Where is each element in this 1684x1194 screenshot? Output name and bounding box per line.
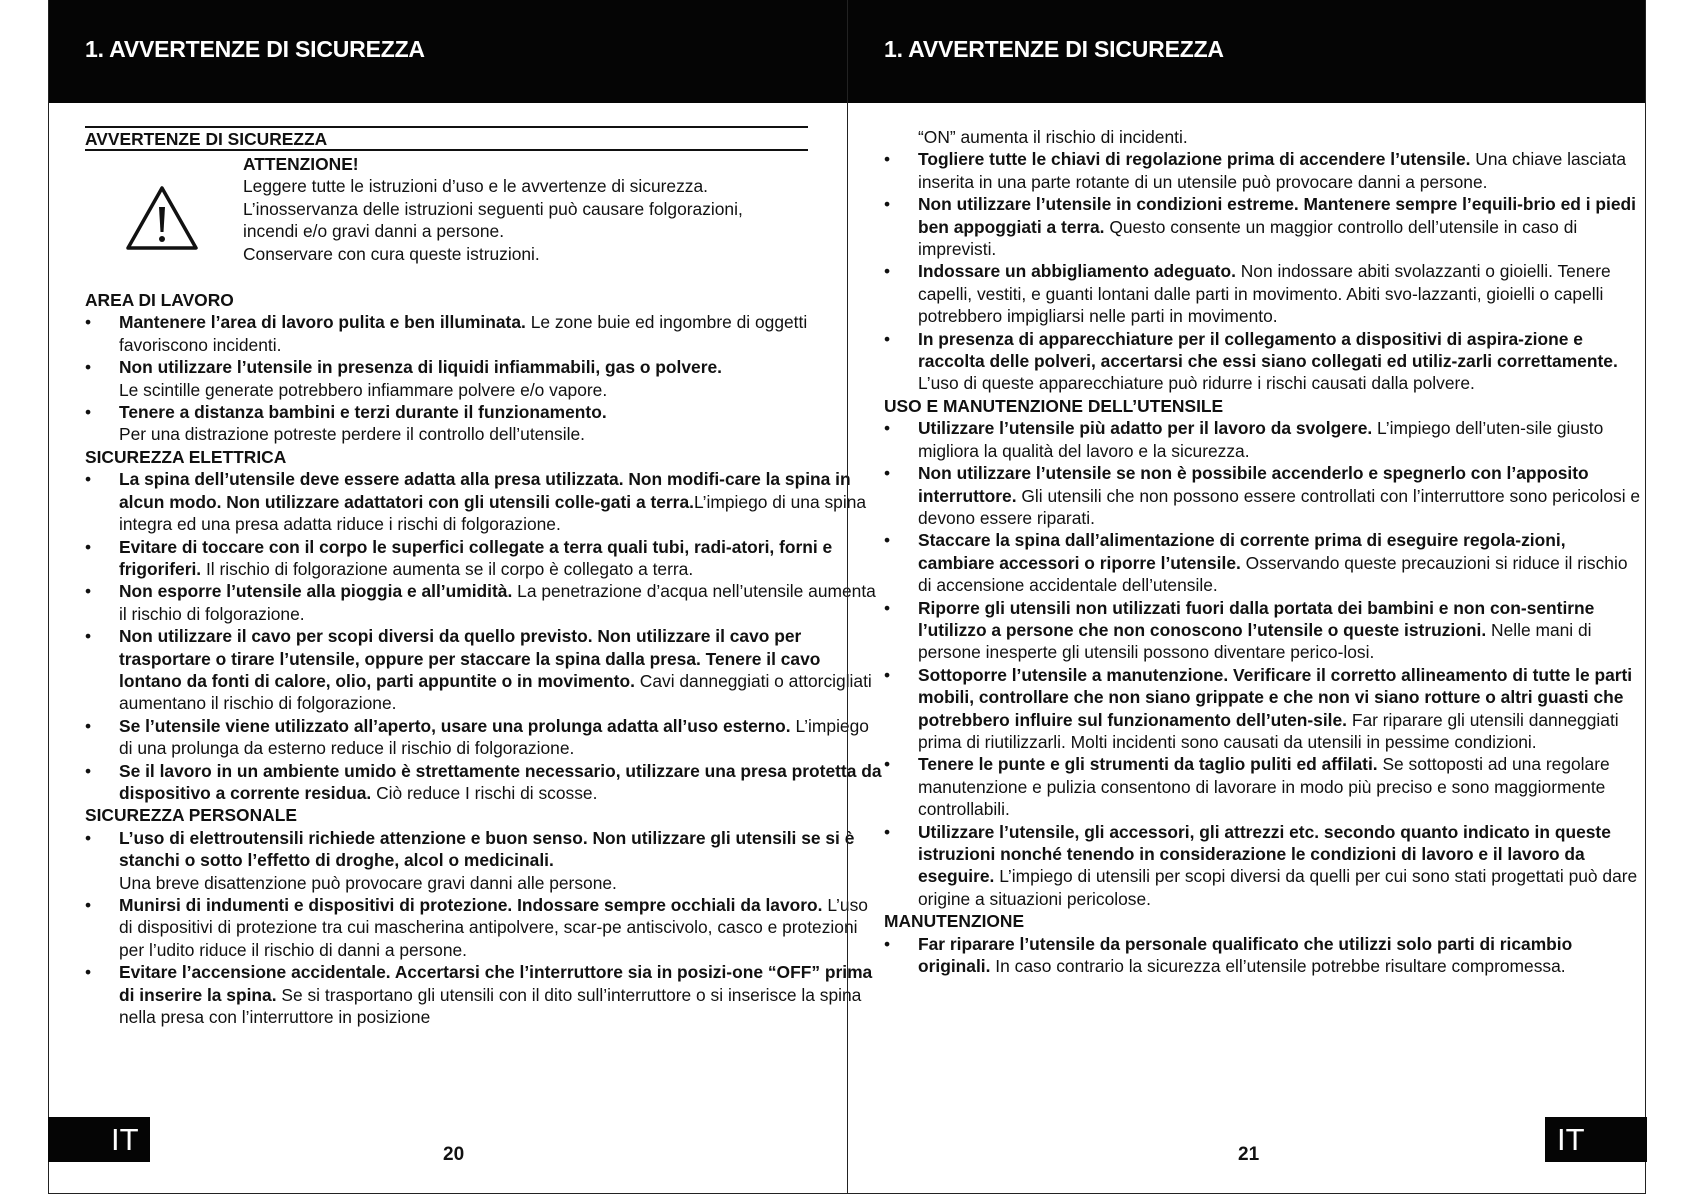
bullet-text: L’impiego di utensili per scopi diversi da quelli per cui sono stati progettati può dare origine a situazioni pericolose. <box>918 866 1638 909</box>
bullet-item <box>884 933 1644 978</box>
bullet-bold-text: Sottoporre l’utensile a manutenzione. Verificare il corretto allineamento di tutte le parti mobili, controllare che non siano grippate e che non vi siano rotture o altri guasti che potrebbero influire sul funzionamento dell’uten-sile. <box>918 664 1633 730</box>
section-heading: MANUTENZIONE <box>884 911 1025 932</box>
right-blocks <box>884 126 1644 977</box>
bullet-text: Cavi danneggiati o attorcigliati aumentano il rischio di folgorazione. <box>119 670 872 714</box>
warning-triangle-icon <box>125 185 199 251</box>
bullet-bold-text: Riporre gli utensili non utilizzati fuori dalla portata dei bambini e non con-sentirne l’utilizzo a persone che non conoscono l’utensile o queste istruzioni. <box>918 597 1595 640</box>
language-tag <box>1545 1117 1647 1162</box>
bullet-item <box>85 468 885 535</box>
bullet-bold-text: Togliere tutte le chiavi di regolazione prima di accendere l’utensile. <box>918 149 1471 170</box>
bullet-bold-text: Non utilizzare l’utensile se non è possibile accenderlo e spegnerlo con l’apposito interruttore. <box>918 463 1589 506</box>
bullet-text: Se sottoposti ad una regolare manutenzione e pulizia consentono di lavorare in modo più preciso e sono maggiormente controllabili. <box>918 754 1610 820</box>
bullet-item <box>85 625 885 715</box>
bullet-bold-text: Evitare l’accensione accidentale. Accertarsi che l’interruttore sia in posizi-one “OFF” prima di inserire la spina. <box>119 962 873 1005</box>
bullet-text: Non indossare abiti svolazzanti o gioielli. Tenere capelli, vestiti, e guanti lontani dalle parti in movimento. Abiti svo-lazzanti, gioielli o capelli potrebbero impigliarsi nelle parti in movimento. <box>918 261 1611 327</box>
bullet-bold-text: Mantenere l’area di lavoro pulita e ben illuminata. <box>119 312 526 333</box>
bullet-text: Nelle mani di persone inesperte gli utensili possono diventare perico-losi. <box>918 619 1592 663</box>
bullet-item <box>884 664 1644 754</box>
page-left <box>48 0 882 1194</box>
bullet-item <box>85 356 885 401</box>
bullet-text: Osservando queste precauzioni si riduce il rischio di accensione accidentale dell’utensile. <box>918 552 1628 596</box>
bullet-text: La penetrazione d’acqua nell’utensile aumenta il rischio di folgorazione. <box>119 581 876 624</box>
bullet-text: L’impiego dell’uten-sile giusto migliora la qualità del lavoro e la sicurezza. <box>918 418 1604 461</box>
bullet-item <box>884 821 1644 911</box>
bullet-bold-text: Utilizzare l’utensile, gli accessori, gli attrezzi etc. secondo quanto indicato in queste istruzioni nonché tenendo in considerazione le condizioni di lavoro e il lavoro da eseguire. <box>918 821 1611 887</box>
bullet-bold-text: La spina dell’utensile deve essere adatta alla presa utilizzata. Non modifi-care la spina in alcun modo. Non utilizzare adattatori con gli utensili colle-gati a terra. <box>119 469 851 512</box>
bullet-item <box>884 462 1644 529</box>
header-title: 1. AVVERTENZE DI SICUREZZA <box>884 36 1224 62</box>
bullet-bold-text: Staccare la spina dall’alimentazione di corrente prima di eseguire regola-zioni, cambiare accessori o riporre l’utensile. <box>918 530 1566 573</box>
bullet-bold-text: Non esporre l’utensile alla pioggia e all’umidità. <box>119 581 513 602</box>
page-header <box>848 0 1645 103</box>
bullet-item <box>884 148 1644 193</box>
bullet-bold-text: Non utilizzare l’utensile in presenza di liquidi infiammabili, gas o polvere. <box>119 357 722 378</box>
bullet-item <box>85 827 885 894</box>
bullet-bold-text: Se l’utensile viene utilizzato all’aperto, usare una prolunga adatta all’uso esterno. <box>119 715 791 736</box>
language-tag-text: IT <box>1557 1122 1585 1157</box>
warning-title: ATTENZIONE! <box>243 154 359 174</box>
bullet-text: Le zone buie ed ingombre di oggetti favoriscono incidenti. <box>119 312 808 355</box>
bullet-bold-text: Evitare di toccare con il corpo le superfici collegate a terra quali tubi, radi-atori, forni e frigoriferi. <box>119 536 833 579</box>
bullet-text: L’impiego di una prolunga da esterno reduce il rischio di folgorazione. <box>119 715 869 759</box>
bullet-text: L’uso di dispositivi di protezione tra cui mascherina antipolvere, scar-pe antiscivolo, casco e protezioni per l’udito riduce il rischio di danni a persone. <box>119 895 868 960</box>
bullet-item <box>884 417 1644 462</box>
header-title: 1. AVVERTENZE DI SICUREZZA <box>85 36 425 62</box>
left-blocks <box>85 289 885 1028</box>
bullet-text: Ciò reduce I rischi di scosse. <box>371 782 598 803</box>
bullet-text: In caso contrario la sicurezza ell’utensile potrebbe risultare compromessa. <box>990 956 1566 977</box>
section-heading: AREA DI LAVORO <box>85 290 234 311</box>
bullet-item <box>85 760 885 805</box>
bullet-text: Se si trasportano gli utensili con il dito sull’interruttore o si inserisce la spina nella presa con l’interruttore in posizione <box>119 984 862 1028</box>
warning-line: Leggere tutte le istruzioni d’uso e le avvertenze di sicurezza. <box>243 176 708 197</box>
bullet-bold-text: Tenere le punte e gli strumenti da taglio puliti ed affilati. <box>918 754 1378 775</box>
continued-text: “ON” aumenta il rischio di incidenti. <box>918 127 1188 147</box>
bullet-item <box>85 580 885 625</box>
right-column <box>884 126 1644 977</box>
section-heading: SICUREZZA PERSONALE <box>85 805 297 826</box>
bullet-item <box>85 401 885 446</box>
bullet-text: L’uso di queste apparecchiature può ridurre i rischi causati dalla polvere. <box>918 373 1475 394</box>
bullet-item <box>884 753 1644 820</box>
bullet-text: Questo consente un maggior controllo dell’utensile in caso di imprevisti. <box>918 216 1578 260</box>
bullet-item <box>884 260 1644 327</box>
bullet-item <box>884 529 1644 596</box>
bullet-item <box>884 328 1644 395</box>
bullet-text: L’impiego di una spina integra ed una presa adatta riduce i rischi di folgorazione. <box>119 491 867 535</box>
section-heading: SICUREZZA ELETTRICA <box>85 446 287 467</box>
bullet-text: Gli utensili che non possono essere controllati con l’interruttore sono pericolosi e devono essere riparati. <box>918 485 1641 528</box>
bullet-item <box>85 715 885 760</box>
bullet-bold-text: L’uso di elettroutensili richiede attenzione e buon senso. Non utilizzare gli utensili se si è stanchi o sotto l’effetto di droghe, alcol o medicinali. <box>119 827 855 871</box>
bullet-item <box>85 311 885 356</box>
bullet-item <box>884 597 1644 664</box>
section-heading: USO E MANUTENZIONE DELL’UTENSILE <box>884 395 1224 416</box>
left-column <box>85 126 885 1028</box>
bullet-bold-text: Tenere a distanza bambini e terzi durante il funzionamento. <box>119 402 607 423</box>
bullet-bold-text: Utilizzare l’utensile più adatto per il lavoro da svolgere. <box>918 418 1373 439</box>
section-title: AVVERTENZE DI SICUREZZA <box>85 126 808 151</box>
language-tag <box>48 1117 150 1162</box>
warning-box <box>85 153 885 265</box>
bullet-bold-text: Far riparare l’utensile da personale qualificato che utilizzi solo parti di ricambio originali. <box>918 933 1573 977</box>
bullet-bold-text: Non utilizzare l’utensile in condizioni estreme. Mantenere sempre l’equili-brio ed i piedi ben appoggiati a terra. <box>918 194 1636 237</box>
warning-line: L’inosservanza delle istruzioni seguenti può causare folgorazioni, <box>243 198 743 219</box>
bullet-text: Far riparare gli utensili danneggiati prima di riutilizzarli. Molti incidenti sono causati da utensili in pessime condizioni. <box>918 709 1619 752</box>
bullet-item <box>884 193 1644 260</box>
page-number: 21 <box>1238 1144 1260 1165</box>
warning-line: Conservare con cura queste istruzioni. <box>243 243 540 264</box>
bullet-bold-text: Indossare un abbigliamento adeguato. <box>918 261 1236 282</box>
bullet-text: Per una distrazione potreste perdere il controllo dell’utensile. <box>119 424 585 445</box>
bullet-item <box>85 894 885 961</box>
warning-line: incendi e/o gravi danni a persone. <box>243 221 505 242</box>
bullet-text: Le scintille generate potrebbero infiammare polvere e/o vapore. <box>119 379 608 400</box>
bullet-bold-text: Non utilizzare il cavo per scopi diversi da quello previsto. Non utilizzare il cavo per trasportare o tirare l’utensile, oppure per staccare la spina dalla presa. Tenere il cavo lontano da fonti di calore, olio, parti appuntite o in movimento. <box>119 626 821 691</box>
language-tag-text: IT <box>111 1122 139 1157</box>
bullet-bold-text: Se il lavoro in un ambiente umido è strettamente necessario, utilizzare una presa protetta da dispositivo a corrente residua. <box>119 760 882 803</box>
bullet-text: Una chiave lasciata inserita in una parte rotante di un utensile può provocare danni a persone. <box>918 149 1627 192</box>
bullet-item <box>85 536 885 581</box>
bullet-text: Una breve disattenzione può provocare gravi danni alle persone. <box>119 872 617 893</box>
page-right <box>847 0 1646 1194</box>
bullet-text: Il rischio di folgorazione aumenta se il corpo è collegato a terra. <box>201 558 694 579</box>
page-number: 20 <box>443 1144 465 1165</box>
bullet-item <box>85 961 885 1028</box>
bullet-bold-text: Munirsi di indumenti e dispositivi di protezione. Indossare sempre occhiali da lavoro. <box>119 895 823 915</box>
page-header <box>49 0 848 103</box>
bullet-bold-text: In presenza di apparecchiature per il collegamento a dispositivi di aspira-zione e raccolta delle polveri, accertarsi che essi siano collegati ed utiliz-zarli correttamente. <box>918 328 1618 372</box>
